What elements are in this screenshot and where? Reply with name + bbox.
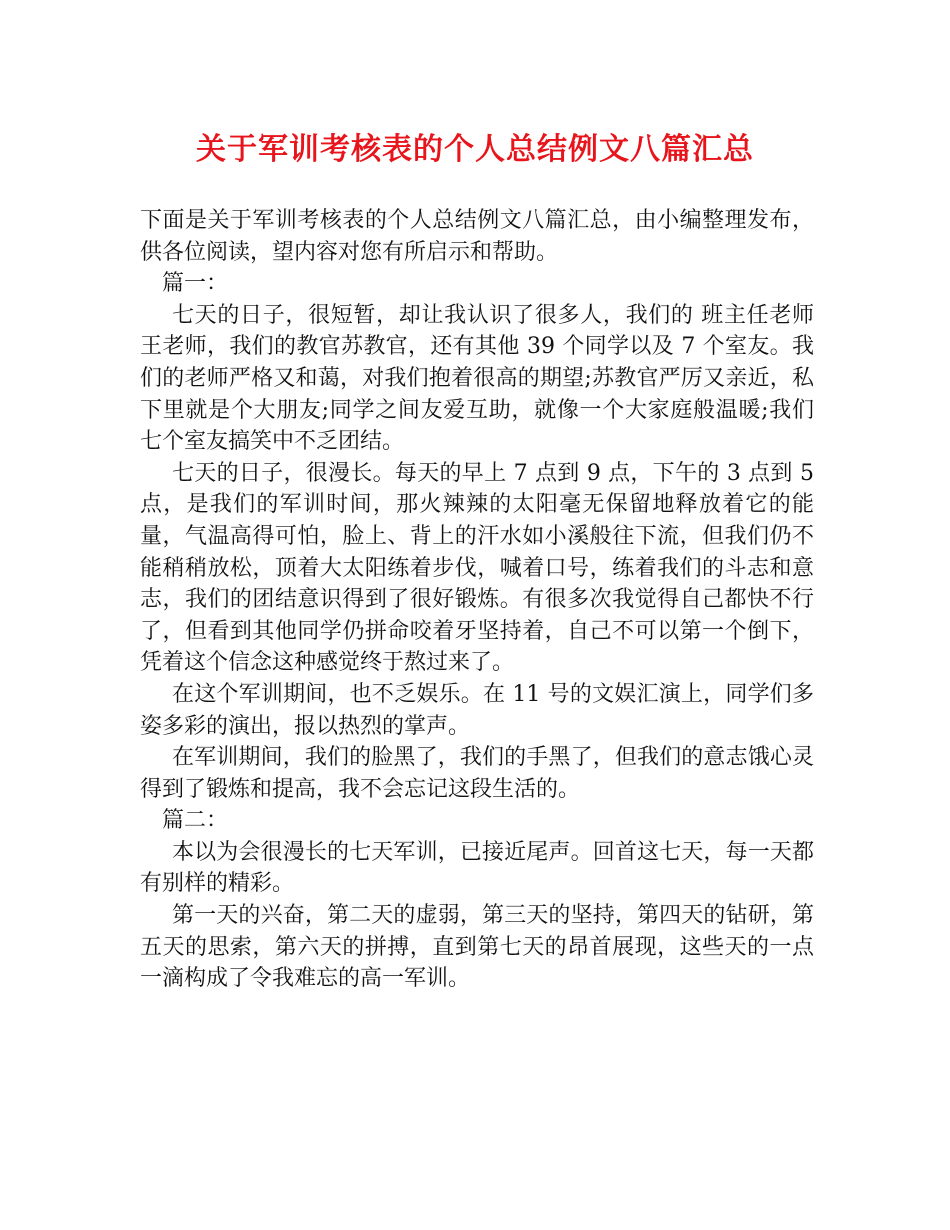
section-heading-2: 篇二：	[162, 808, 229, 834]
body-paragraph: 在军训期间，我们的脸黑了，我们的手黑了，但我们的意志饿心灵得到了锻炼和提高，我不会忘记这段生活的。	[140, 745, 814, 802]
body-paragraph: 七天的日子，很漫长。每天的早上 7 点到 9 点，下午的 3 点到 5 点，是我们的军训时间，那火辣辣的太阳毫无保留地释放着它的能量，气温高得可怕，脸上、背上的汗水如小溪般往下流，但我们仍不能稍稍放松，顶着大太阳练着步伐，喊着口号，练着我们的斗志和意志，我们的团结意识得到了很好锻炼。有很多次我觉得自己都快不行了，但看到其他同学仍拼命咬着牙坚持着，自己不可以第一个倒下，凭着这个信念这种感觉终于熬过来了。	[140, 460, 814, 676]
body-paragraph: 在这个军训期间，也不乏娱乐。在 11 号的文娱汇演上，同学们多姿多彩的演出，报以热烈的掌声。	[140, 681, 814, 739]
document-body	[140, 205, 814, 995]
body-paragraph: 七天的日子，很短暂，却让我认识了很多人，我们的 班主任老师王老师，我们的教官苏教官，还有其他 39 个同学以及 7 个室友。我们的老师严格又和蔼，对我们抱着很高的期望;苏教官严厉又亲近，私下里就是个大朋友;同学之间友爱互助，就像一个大家庭般温暖;我们七个室友搞笑中不乏团结。	[140, 302, 814, 455]
intro-paragraph: 下面是关于军训考核表的个人总结例文八篇汇总，由小编整理发布，供各位阅读，望内容对您有所启示和帮助。	[140, 208, 814, 265]
body-paragraph: 第一天的兴奋，第二天的虚弱，第三天的坚持，第四天的钻研，第五天的思索，第六天的拼搏，直到第七天的昂首展现，这些天的一点一滴构成了令我难忘的高一军训。	[140, 903, 814, 992]
body-paragraph: 本以为会很漫长的七天军训，已接近尾声。回首这七天，每一天都有别样的精彩。	[140, 839, 814, 897]
section-heading-1: 篇一：	[162, 271, 229, 297]
document-title: 关于军训考核表的个人总结例文八篇汇总	[196, 132, 754, 167]
